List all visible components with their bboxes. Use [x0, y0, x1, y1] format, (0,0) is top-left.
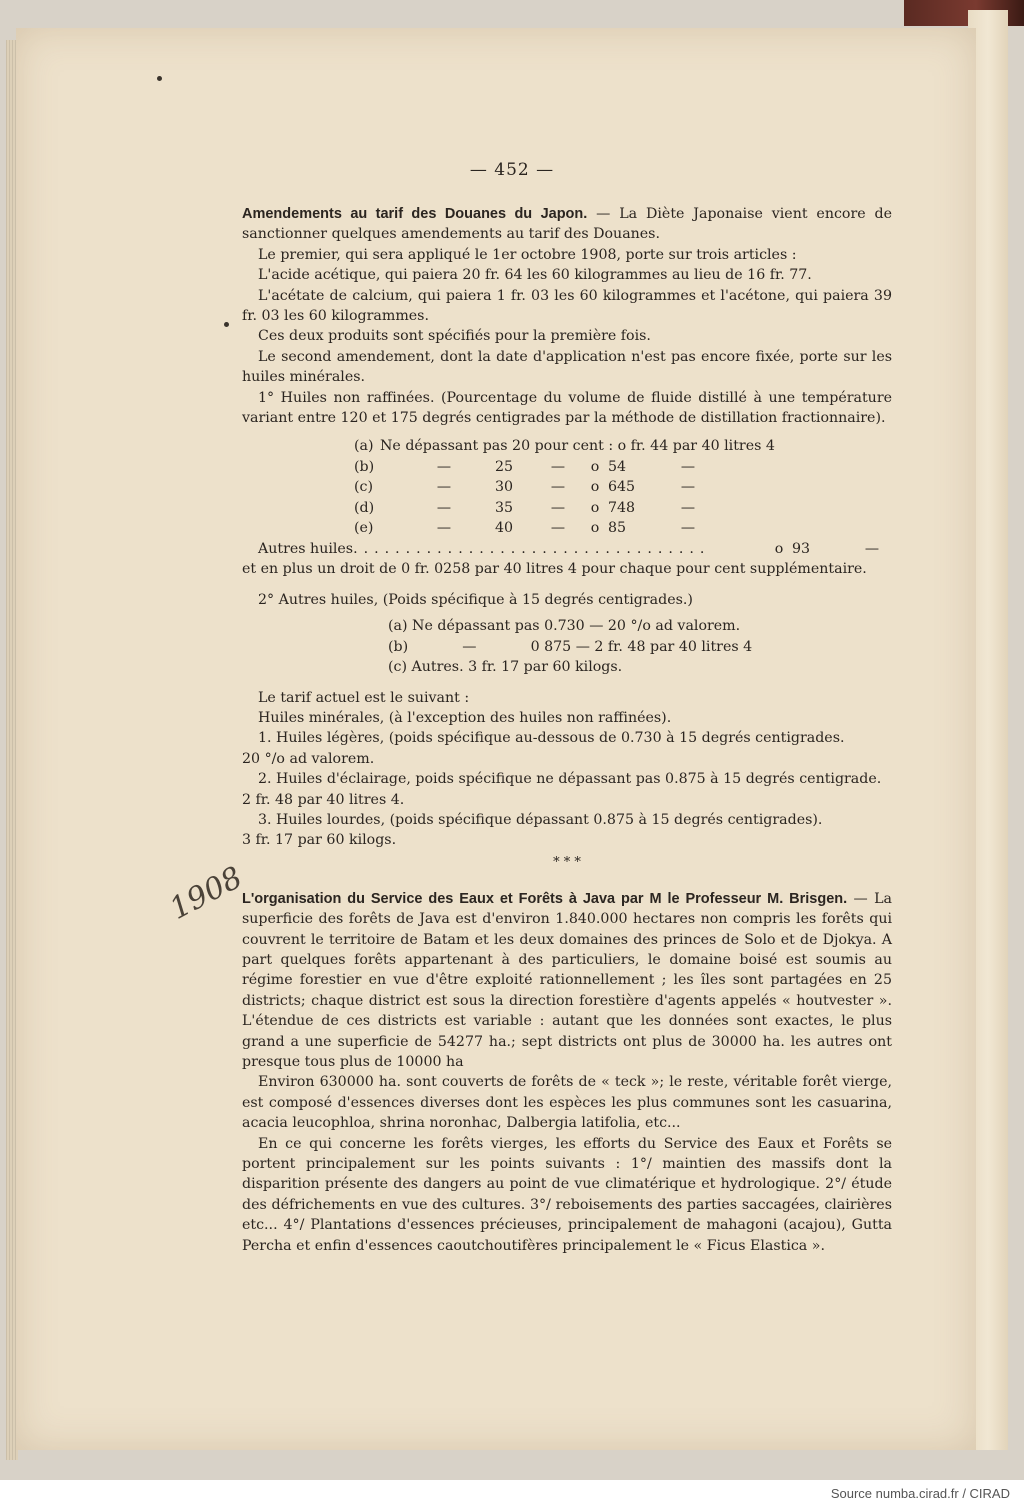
source-credit: Source numba.cirad.fr / CIRAD — [830, 1486, 1010, 1501]
list-item: (c) Autres. 3 fr. 17 par 60 kilogs. — [388, 659, 623, 676]
other-oils-tariff — [388, 616, 892, 677]
paragraph: Le second amendement, dont la date d'application n'est pas encore fixée, porte sur les huiles minérales. — [242, 348, 892, 386]
paragraph: 1. Huiles légères, (poids spécifique au-dessous de 0.730 à 15 degrés centigrades. — [258, 730, 845, 747]
section2-title: L'organisation du Service des Eaux et Forêts à Java par M le Professeur M. Brisgen. — [242, 890, 848, 907]
section1-title: Amendements au tarif des Douanes du Japon. — [242, 206, 588, 222]
paragraph: Le tarif actuel est le suivant : — [258, 689, 470, 706]
paragraph: 3. Huiles lourdes, (poids spécifique dépassant 0.875 à 15 degrés centigrades). — [258, 811, 823, 828]
table-row: (c) — 30 — o 645 — — [354, 479, 696, 496]
speck-mark — [224, 322, 229, 327]
paragraph: 2 fr. 48 par 40 litres 4. — [242, 791, 405, 808]
paragraph: L'acétate de calcium, qui paiera 1 fr. 03 les 60 kilogrammes et l'acétone, qui paiera 39 fr. 03 les 60 kilogrammes. — [242, 287, 892, 325]
paragraph: et en plus un droit de 0 fr. 0258 par 40 litres 4 pour chaque pour cent supplémentaire. — [242, 561, 867, 578]
paragraph: 1° Huiles non raffinées. (Pourcentage du volume de fluide distillé à une température variant entre 120 et 175 degrés centigrades par la méthode de distillation fractionnaire). — [242, 389, 892, 427]
list-item: (b) — 0 875 — 2 fr. 48 par 40 litres 4 — [388, 638, 753, 655]
section-separator: * * * — [553, 854, 581, 870]
page-body — [242, 204, 892, 1256]
page-number: — 452 — — [469, 160, 555, 180]
paragraph: Environ 630000 ha. sont couverts de forêts de « teck »; le reste, véritable forêt vierge, est composé d'essences diverses dont les espèces les plus communes sont les casuarina, acacia leucophloa, shrina noronhac, Dalbergia latifolia, etc... — [242, 1074, 892, 1132]
dot-leader: .................................. — [353, 540, 711, 557]
paragraph: 20 °/o ad valorem. — [242, 750, 375, 767]
paragraph: 2° Autres huiles, (Poids spécifique à 15 degrés centigrades.) — [258, 591, 693, 608]
handwritten-year-note: 1908 — [164, 860, 249, 927]
paragraph: L'acide acétique, qui paiera 20 fr. 64 les 60 kilogrammes au lieu de 16 fr. 77. — [258, 267, 812, 284]
paragraph: Ces deux produits sont spécifiés pour la première fois. — [258, 328, 651, 345]
section1-intro: Amendements au tarif des Douanes du Japon. — La Diète Japonaise vient encore de sanctionner quelques amendements au tarif des Douanes. — [242, 206, 892, 243]
paragraph: Le premier, qui sera appliqué le 1er octobre 1908, porte sur trois articles : — [258, 246, 797, 263]
paragraph: 2. Huiles d'éclairage, poids spécifique ne dépassant pas 0.875 à 15 degrés centigrade. — [258, 771, 882, 788]
table-row: (d) — 35 — o 748 — — [354, 499, 696, 516]
table-row: (b) — 25 — o 54 — — [354, 458, 696, 475]
paragraph: Huiles minérales, (à l'exception des huiles non raffinées). — [258, 709, 672, 726]
paragraph: En ce qui concerne les forêts vierges, les efforts du Service des Eaux et Forêts se portent principalement sur les points suivants : 1°/ maintien des massifs dont la disparition présente des dangers au point de vue climatérique et hydrologique. 2°/ étude des défrichements en vue des cultures. 3°/ reboisements des parties saccagées, clairières etc... 4°/ Plantations d'essences précieuses, principalement de mahagoni (acajou), Gutta Percha et enfin d'essences caoutchoutifères principalement le « Ficus Elastica ». — [242, 1135, 892, 1254]
list-item: (a) Ne dépassant pas 0.730 — 20 °/o ad valorem. — [388, 618, 741, 635]
speck-mark — [157, 76, 162, 81]
paragraph: 3 fr. 17 par 60 kilogs. — [242, 832, 397, 849]
table-row: (a) Ne dépassant pas 20 pour cent : o fr. 44 par 40 litres 4 — [354, 438, 775, 455]
table-row: Autres huiles .................................. o 93 — — [242, 539, 892, 560]
section2-intro: L'organisation du Service des Eaux et Forêts à Java par M le Professeur M. Brisgen. — La superficie des forêts de Java est d'environ 1.840.000 hectares non compris les forêts qui couvrent le territoire de Batam et les deux domaines des princes de Solo et de Djokya. A part quelques forêts appartenant à des particuliers, le domaine boisé est soumis au régime forestier en vue d'être exploité rationnellement ; les îles sont partagées en 25 districts; chaque district est sous la direction forestière d'agents appelés « houtvester ». L'étendue de ces districts est variable : autant que les données sont exactes, le plus grand a une superficie de 54277 ha.; sept districts ont plus de 30000 ha. les autres ont presque tous plus de 10000 ha — [242, 890, 893, 1070]
tariff-table — [242, 436, 892, 559]
table-row: (e) — 40 — o 85 — — [354, 520, 696, 537]
